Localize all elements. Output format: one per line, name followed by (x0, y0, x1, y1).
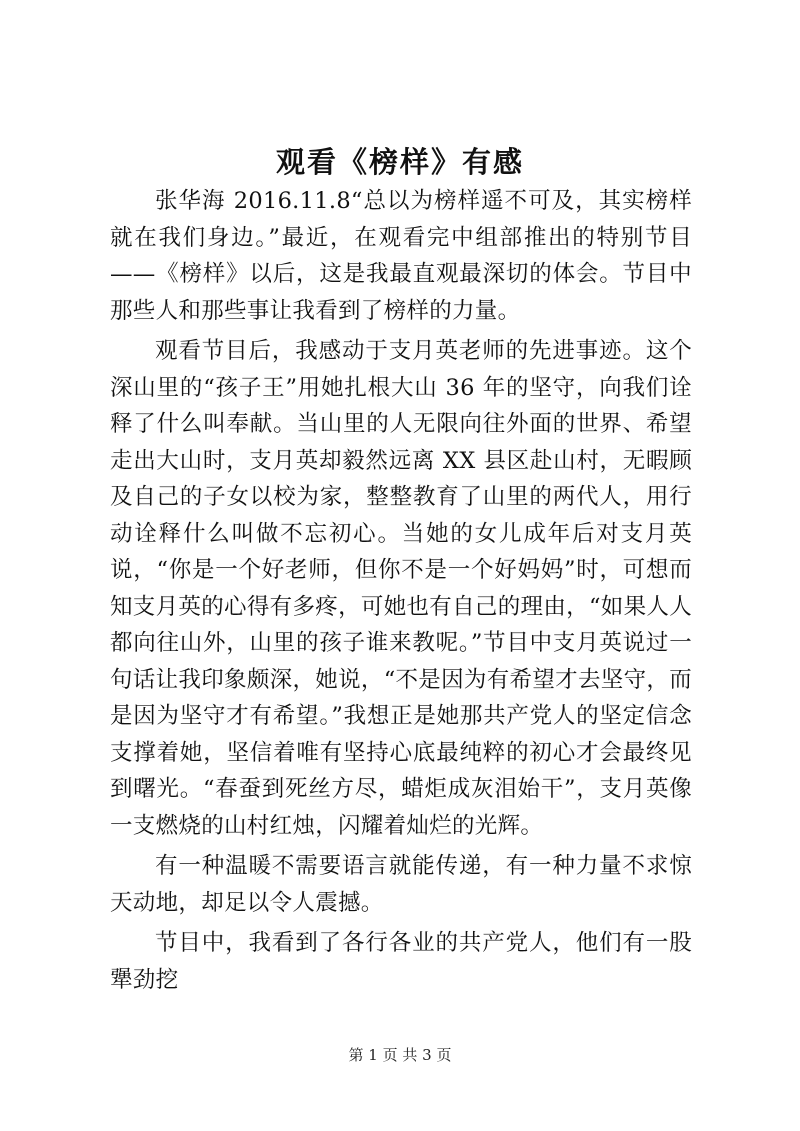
paragraph-4: 节目中，我看到了各行各业的共产党人，他们有一股犟劲挖 (110, 930, 692, 993)
paragraph-3: 有一种温暖不需要语言就能传递，有一种力量不求惊天动地，却足以令人震撼。 (110, 853, 692, 916)
page-footer: 第 1 页 共 3 页 (348, 1046, 452, 1064)
document-body (110, 183, 692, 998)
paragraph-1: 张华海 2016.11.8“总以为榜样遥不可及，其实榜样就在我们身边。”最近，在观看完中组部推出的特别节目——《榜样》以后，这是我最直观最深切的体会。节目中那些人和那些事让我看到了榜样的力量。 (110, 188, 692, 324)
document-title: 观看《榜样》有感 (275, 145, 524, 179)
paragraph-2: 观看节目后，我感动于支月英老师的先进事迹。这个深山里的“孩子王”用她扎根大山 36 年的坚守，向我们诠释了什么叫奉献。当山里的人无限向往外面的世界、希望走出大山时，支月英却毅然远离 XX 县区赴山村，无暇顾及自己的子女以校为家，整整教育了山里的两代人，用行动诠释什么叫做不忘初心。当她的女儿成年后对支月英说，“你是一个好老师，但你不是一个好妈妈”时，可想而知支月英的心得有多疼，可她也有自己的理由，“如果人人都向往山外，山里的孩子谁来教呢。”节目中支月英说过一句话让我印象颇深，她说，“不是因为有希望才去坚守，而是因为坚守才有希望。”我想正是她那共产党人的坚定信念支撑着她，坚信着唯有坚持心底最纯粹的初心才会最终见到曙光。“春蚕到死丝方尽，蜡炬成灰泪始干”，支月英像一支燃烧的山村红烛，闪耀着灿烂的光辉。 (110, 338, 692, 839)
